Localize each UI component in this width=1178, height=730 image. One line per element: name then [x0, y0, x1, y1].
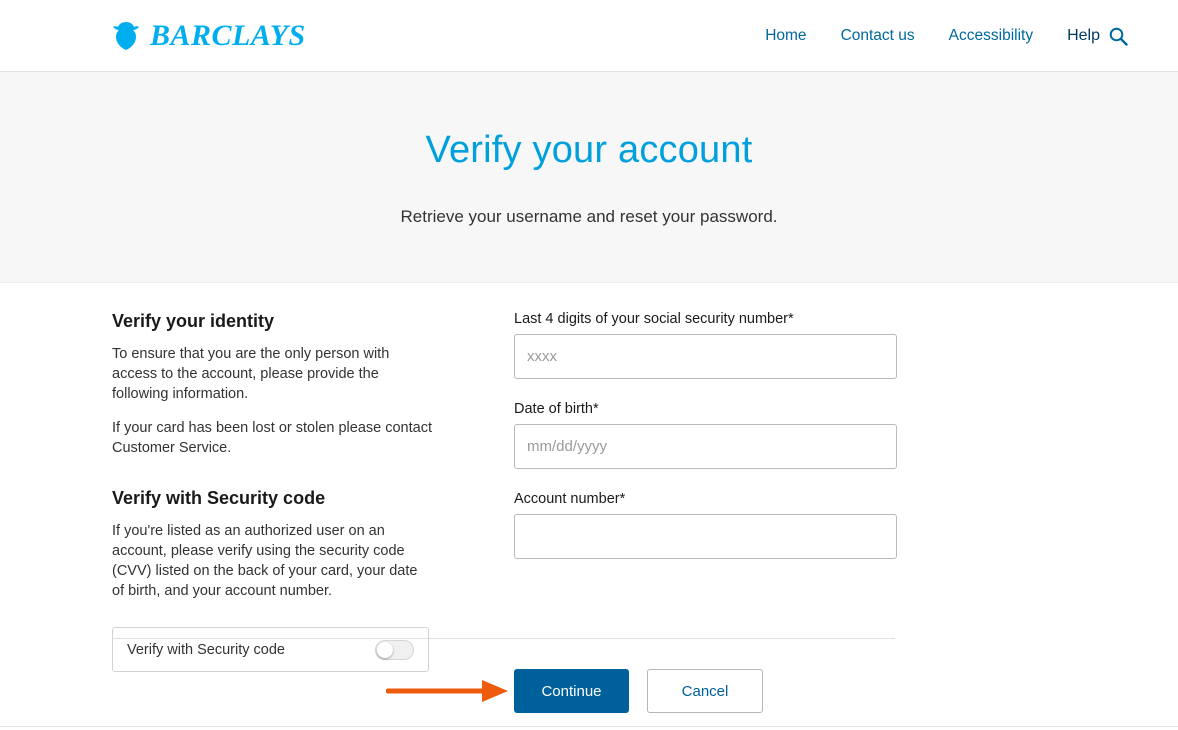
barclays-logo[interactable] — [112, 19, 306, 53]
verify-identity-paragraph-1: To ensure that you are the only person with access to the account, please provide the following information. — [112, 346, 390, 402]
site-header — [0, 0, 1178, 72]
security-code-heading: Verify with Security code — [112, 488, 326, 508]
ssn-label: Last 4 digits of your social security number* — [514, 311, 794, 327]
account-number-field-group — [514, 491, 897, 559]
continue-button[interactable]: Continue — [514, 669, 629, 713]
account-number-label: Account number* — [514, 491, 626, 507]
toggle-knob — [377, 642, 393, 658]
nav-item-accessibility[interactable]: Accessibility — [948, 26, 1034, 44]
dob-field-group — [514, 401, 897, 469]
brand-name: BARCLAYS — [150, 18, 306, 52]
ssn-input[interactable] — [514, 334, 897, 379]
verify-identity-paragraph-2: If your card has been lost or stolen please contact Customer Service. — [112, 420, 432, 456]
page-title: Verify your account — [425, 129, 753, 171]
security-code-toggle-row[interactable] — [112, 627, 429, 672]
main-content — [0, 283, 1178, 672]
identity-info-column — [112, 311, 432, 672]
help-group — [1067, 26, 1128, 46]
security-code-toggle-label: Verify with Security code — [127, 641, 285, 658]
security-code-toggle[interactable] — [375, 640, 414, 660]
hero-banner — [0, 72, 1178, 283]
verify-identity-heading: Verify your identity — [112, 311, 275, 331]
pointer-arrow-icon — [386, 676, 510, 706]
form-divider — [112, 638, 895, 639]
account-number-input[interactable] — [514, 514, 897, 559]
footer-rule — [0, 726, 1178, 727]
dob-input[interactable] — [514, 424, 897, 469]
page-subtitle: Retrieve your username and reset your password. — [400, 207, 778, 226]
search-icon[interactable] — [1108, 26, 1128, 46]
eagle-icon — [112, 21, 140, 51]
nav-item-home[interactable]: Home — [765, 26, 807, 44]
nav-item-contact-us[interactable]: Contact us — [840, 26, 915, 44]
nav-item-help[interactable]: Help — [1067, 26, 1100, 44]
dob-label: Date of birth* — [514, 401, 599, 417]
ssn-field-group — [514, 311, 897, 379]
form-actions — [514, 669, 763, 713]
verification-form — [514, 311, 897, 672]
security-code-paragraph: If you're listed as an authorized user on an account, please verify using the security code (CVV) listed on the back of your card, your date of birth, and your account number. — [112, 523, 418, 599]
cancel-button[interactable]: Cancel — [647, 669, 763, 713]
primary-nav — [765, 26, 1154, 46]
